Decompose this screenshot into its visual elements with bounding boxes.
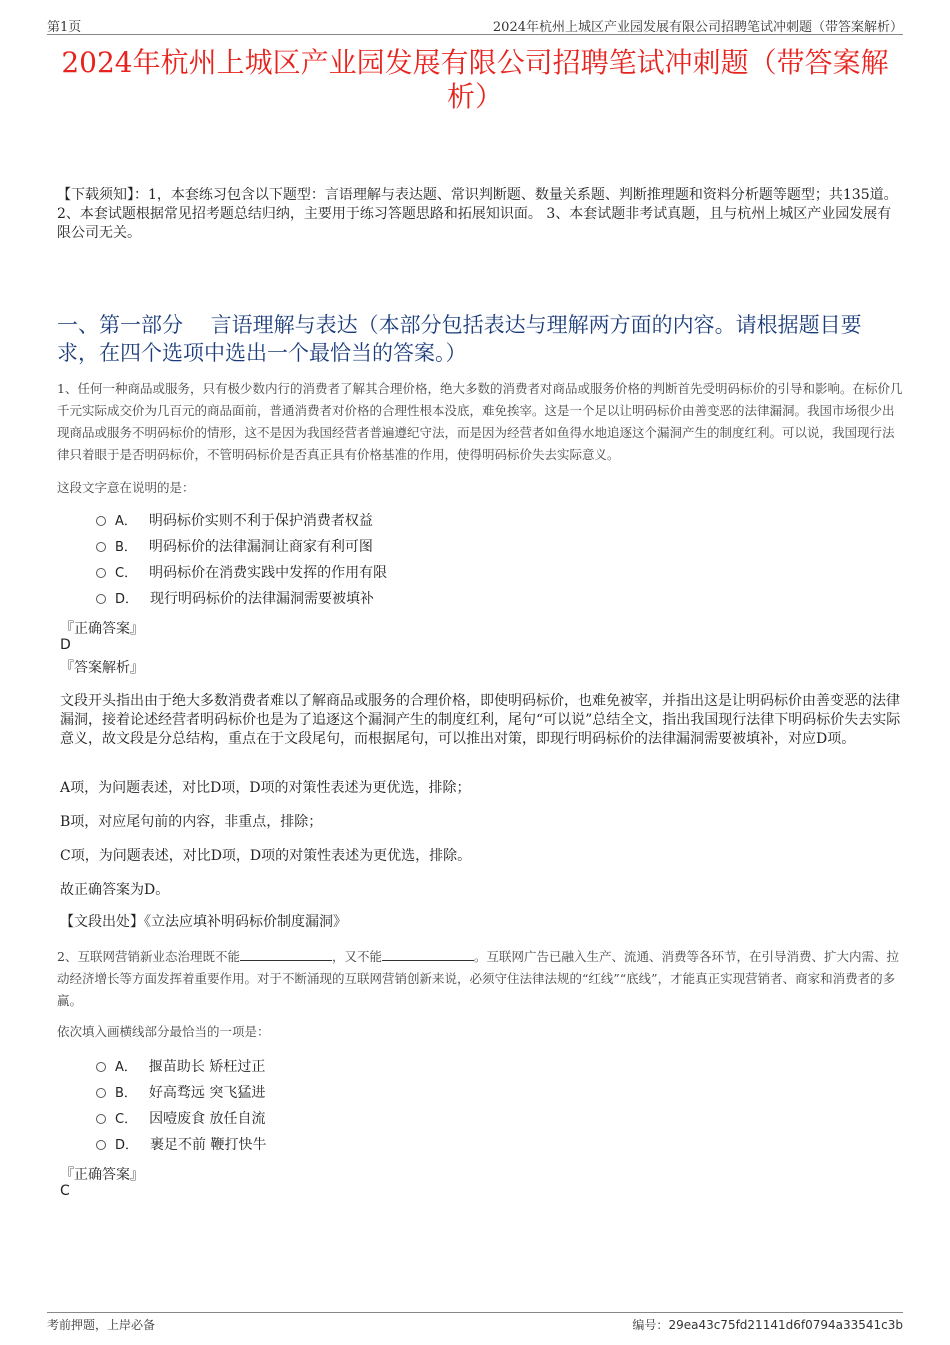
question-1-analysis-label: 『答案解析』 xyxy=(60,660,144,676)
question-1-analysis-main: 文段开头指出由于绝大多数消费者难以了解商品或服务的合理价格，即使明码标价，也难免被宰，并指出这是让明码标价由善变恶的法律漏洞，接着论述经营者明码标价也是为了追逐这个漏洞产生的制度红利，尾句“可以说”总结全文，指出我国现行法律下明码标价失去实际意义，故文段是分总结构，重点在于文段尾句，而根据尾句，可以推出对策，即现行明码标价的法律漏洞需要被填补，对应D项。 xyxy=(60,693,901,747)
footer-code-label: 编号： xyxy=(632,1318,669,1332)
page-header xyxy=(47,14,903,35)
radio-icon[interactable] xyxy=(96,516,106,526)
option-key: C． xyxy=(115,1112,138,1127)
option-text: 明码标价在消费实践中发挥的作用有限 xyxy=(149,565,388,581)
question-1-text: 1、任何一种商品或服务，只有极少数内行的消费者了解其合理价格，绝大多数的消费者对商品或服务价格的判断首先受明码标价的引导和影响。在标价几千元实际成交价为几百元的商品面前，普通消费者对价格的合理性根本没底，难免挨宰。这是一个足以让明码标价由善变恶的法律漏洞。我国市场很少出现商品或服务不明码标价的情形，这不是因为我国经营者普遍遵纪守法，而是因为经营者如鱼得水地追逐这个漏洞产生的制度红利。可以说，我国现行法律只着眼于是否明码标价，不管明码标价是否真正具有价格基准的作用，使得明码标价失去实际意义。 xyxy=(57,381,903,462)
question-2-text-b: ，又不能 xyxy=(331,949,382,964)
radio-icon[interactable] xyxy=(96,594,106,604)
page-number: 第1页 xyxy=(47,20,82,35)
option-text: 明码标价的法律漏洞让商家有利可图 xyxy=(148,539,373,555)
option-key: B． xyxy=(115,540,137,555)
option-key: D． xyxy=(115,592,139,607)
question-2-option-c[interactable] xyxy=(96,1106,266,1132)
option-key: A． xyxy=(115,514,137,529)
option-key: D． xyxy=(115,1138,139,1153)
question-2-option-a[interactable] xyxy=(96,1054,266,1080)
radio-icon[interactable] xyxy=(96,1140,106,1150)
question-1-answer: D xyxy=(60,637,71,653)
footer-code-value: 29ea43c75fd21141d6f0794a33541c3b xyxy=(668,1318,903,1332)
question-2-text xyxy=(57,946,903,1012)
footer-code xyxy=(632,1316,903,1333)
option-text: 好高骛远 突飞猛进 xyxy=(148,1085,266,1101)
option-key: B． xyxy=(115,1086,137,1101)
question-2-options xyxy=(96,1054,266,1158)
option-text: 裹足不前 鞭打快牛 xyxy=(150,1137,267,1153)
radio-icon[interactable] xyxy=(96,1088,106,1098)
option-text: 揠苗助长 矫枉过正 xyxy=(148,1059,266,1075)
question-1-analysis-b: B项，对应尾句前的内容，非重点，排除； xyxy=(60,814,323,830)
question-2-text-a: 2、互联网营销新业态治理既不能 xyxy=(57,949,240,964)
radio-icon[interactable] xyxy=(96,1114,106,1124)
option-text: 明码标价实则不利于保护消费者权益 xyxy=(148,513,373,529)
radio-icon[interactable] xyxy=(96,568,106,578)
question-2-text-c: 。互联网广告已融入生产、流通、消费等各环节，在引导消费、扩大内需、拉动经济增长等方面发挥着重要作用。对于不断涌现的互联网营销创新来说，必须守住法律法规的“红线”“底线”，才能真正实现营销者、商家和消费者的多赢。 xyxy=(57,949,899,1008)
question-1-source: 【文段出处】《立法应填补明码标价制度漏洞》 xyxy=(60,914,347,930)
footer-slogan: 考前押题，上岸必备 xyxy=(47,1318,156,1332)
option-key: C． xyxy=(115,566,138,581)
radio-icon[interactable] xyxy=(96,542,106,552)
option-text: 现行明码标价的法律漏洞需要被填补 xyxy=(150,591,375,607)
question-1-analysis-a: A项，为问题表述，对比D项，D项的对策性表述为更优选，排除； xyxy=(60,780,471,796)
header-doc-title: 2024年杭州上城区产业园发展有限公司招聘笔试冲刺题（带答案解析） xyxy=(492,20,903,35)
question-1-conclusion: 故正确答案为D。 xyxy=(60,882,170,898)
question-1-answer-label: 『正确答案』 xyxy=(60,621,144,637)
question-1-option-a[interactable] xyxy=(96,508,387,534)
option-key: A． xyxy=(115,1060,137,1075)
question-1-stem: 这段文字意在说明的是： xyxy=(57,480,195,495)
download-notice: 【下载须知】：1，本套练习包含以下题型：言语理解与表达题、常识判断题、数量关系题、判断推理题和资料分析题等题型；共135道。 2、本套试题根据常见招考题总结归纳，主要用于练习答题思路和拓展知识面。 3、本套试题非考试真题，且与杭州上城区产业园发展有限公司无关。 xyxy=(57,187,898,241)
question-2-answer: C xyxy=(60,1183,70,1199)
question-1-option-b[interactable] xyxy=(96,534,387,560)
page-footer xyxy=(47,1312,903,1333)
option-text: 因噎废食 放任自流 xyxy=(149,1111,266,1127)
question-2-option-b[interactable] xyxy=(96,1080,266,1106)
question-2-stem: 依次填入画横线部分最恰当的一项是： xyxy=(57,1024,270,1039)
question-1-option-c[interactable] xyxy=(96,560,387,586)
blank-line xyxy=(382,950,474,961)
blank-line xyxy=(240,950,332,961)
question-1-analysis-c: C项，为问题表述，对比D项，D项的对策性表述为更优选，排除。 xyxy=(60,848,472,864)
section-heading: 一、第一部分 言语理解与表达（本部分包括表达与理解两方面的内容。请根据题目要求，在四个选项中选出一个最恰当的答案。） xyxy=(57,313,862,365)
question-1-option-d[interactable] xyxy=(96,586,387,612)
question-2-answer-label: 『正确答案』 xyxy=(60,1167,144,1183)
question-2-option-d[interactable] xyxy=(96,1132,266,1158)
radio-icon[interactable] xyxy=(96,1062,106,1072)
document-title: 2024年杭州上城区产业园发展有限公司招聘笔试冲刺题（带答案解析） xyxy=(61,46,889,113)
question-1-options xyxy=(96,508,387,612)
